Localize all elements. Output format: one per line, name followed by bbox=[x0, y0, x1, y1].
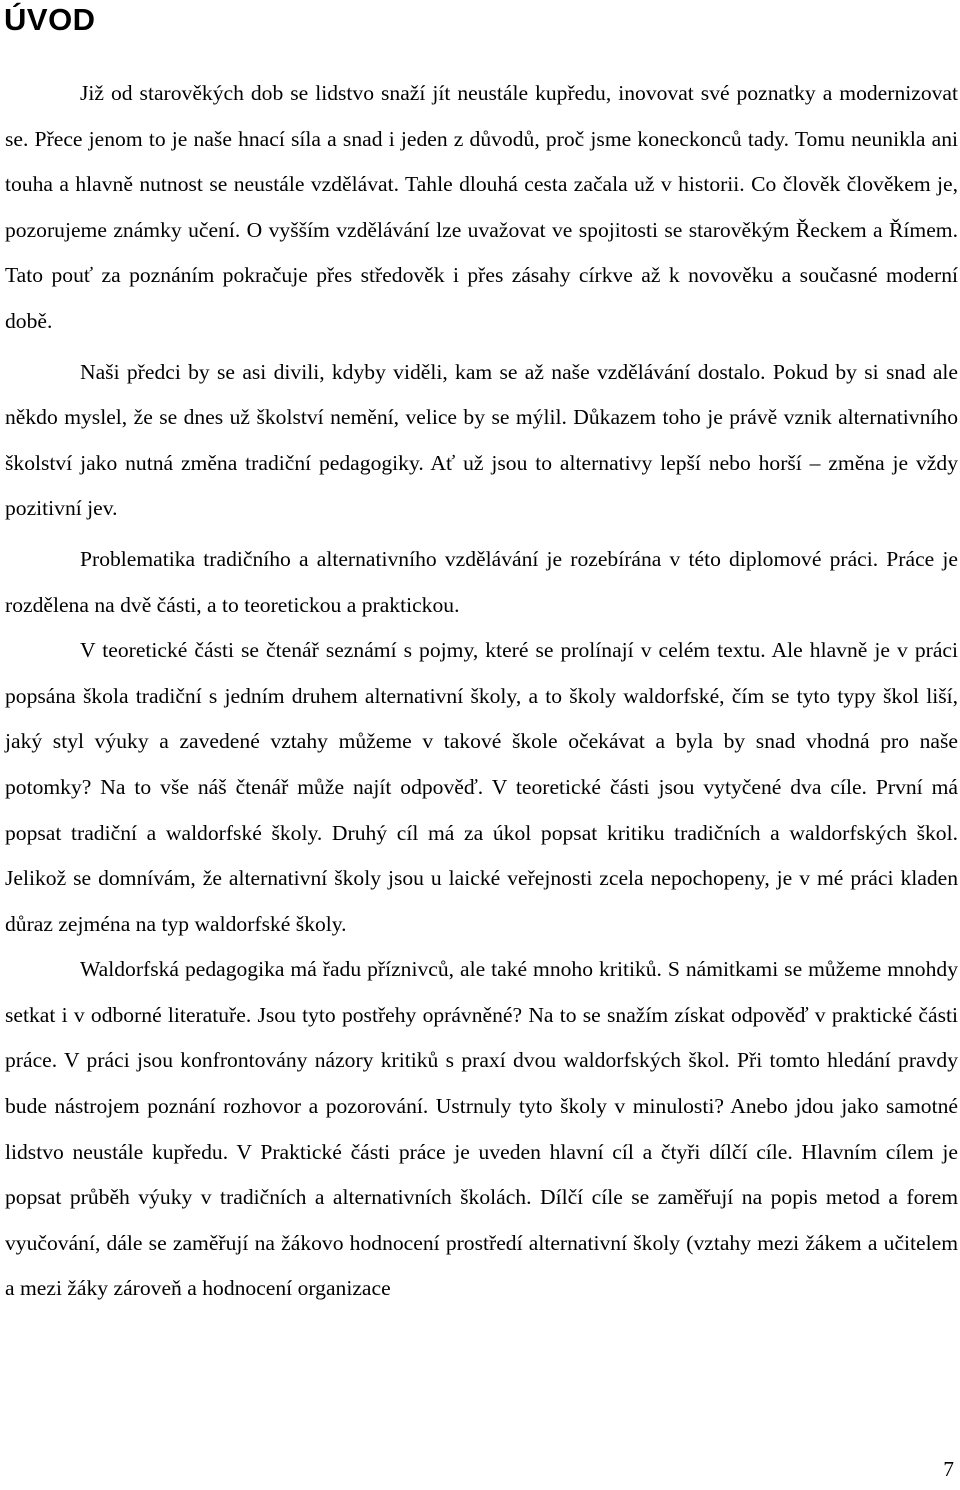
paragraph-intro: Již od starověkých dob se lidstvo snaží jít neustále kupředu, inovovat své poznatky a modernizovat se. Přece jenom to je naše hnací síla a snad i jeden z důvodů, proč jsme koneckonců tady. Tomu neunikla ani touha a hlavně nutnost se neustále vzdělávat. Tahle dlouhá cesta začala už v historii. Co člověk člověkem je, pozorujeme známky učení. O vyšším vzdělávání lze uvažovat ve spojitosti se starověkým Řeckem a Římem. Tato pouť za poznáním pokračuje přes středověk i přes zásahy církve až k novověku a současné moderní době. bbox=[5, 81, 958, 333]
page-number: 7 bbox=[943, 1457, 954, 1481]
paragraph-theoretical-part: V teoretické části se čtenář seznámí s pojmy, které se prolínají v celém textu. Ale hlavně je v práci popsána škola tradiční s jedním druhem alternativní školy, a to školy waldorfské, čím se tyto typy škol liší, jaký styl výuky a zavedené vztahy můžeme v takové škole očekávat a byla by snad vhodná pro naše potomky? Na to vše náš čtenář může najít odpověď. V teoretické části jsou vytyčené dva cíle. První má popsat tradiční a waldorfské školy. Druhý cíl má za úkol popsat kritiku tradičních a waldorfských škol. Jelikož se domnívám, že alternativní školy jsou u laické veřejnosti zcela nepochopeny, je v mé práci kladen důraz zejména na typ waldorfské školy. bbox=[5, 638, 958, 936]
body-text bbox=[5, 71, 958, 1312]
section-heading: ÚVOD bbox=[4, 2, 96, 37]
paragraph-practical-part: Waldorfská pedagogika má řadu příznivců, ale také mnoho kritiků. S námitkami se můžeme mnohdy setkat i v odborné literatuře. Jsou tyto postřehy oprávněné? Na to se snažím získat odpověď v praktické části práce. V práci jsou konfrontovány názory kritiků s praxí dvou waldorfských škol. Při tomto hledání pravdy bude nástrojem poznání rozhovor a pozorování. Ustrnuly tyto školy v minulosti? Anebo jdou jako samotné lidstvo neustále kupředu. V Praktické části práce je uveden hlavní cíl a čtyři dílčí cíle. Hlavním cílem je popsat průběh výuky v tradičních a alternativních školách. Dílčí cíle se zaměřují na popis metod a forem vyučování, dále se zaměřují na žákovo hodnocení prostředí alternativní školy (vztahy mezi žákem a učitelem a mezi žáky zároveň a hodnocení organizace bbox=[5, 957, 958, 1301]
paragraph-alternative-schooling: Naši předci by se asi divili, kdyby viděli, kam se až naše vzdělávání dostalo. Pokud by si snad ale někdo myslel, že se dnes už školství nemění, velice by se mýlil. Důkazem toho je právě vznik alternativního školství jako nutná změna tradiční pedagogiky. Ať už jsou to alternativy lepší nebo horší – změna je vždy pozitivní jev. bbox=[5, 359, 958, 521]
paragraph-thesis-structure: Problematika tradičního a alternativního vzdělávání je rozebírána v této diplomové práci. Práce je rozdělena na dvě části, a to teoretickou a praktickou. bbox=[5, 546, 958, 617]
